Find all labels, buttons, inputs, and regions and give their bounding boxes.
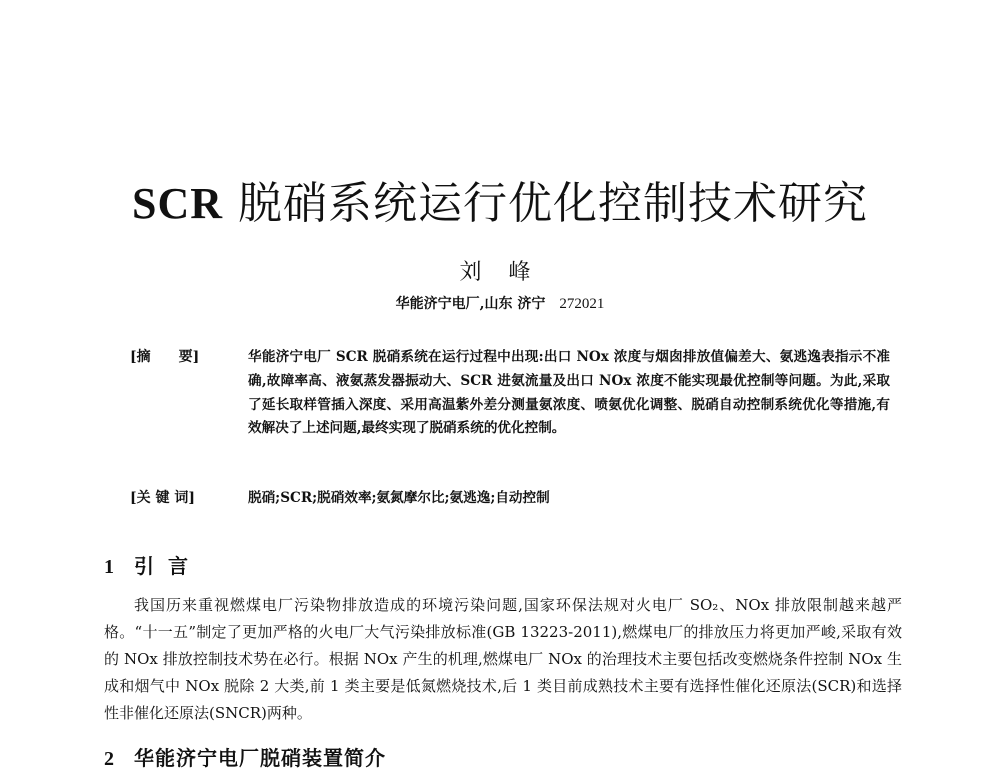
section-number: 2: [104, 748, 115, 770]
section-title: 华能济宁电厂脱硝装置简介: [134, 746, 386, 770]
paper-title: [0, 176, 1000, 232]
author-name: 刘 峰: [459, 260, 541, 285]
title-acronym: SCR: [131, 179, 224, 228]
affiliation: [0, 294, 1000, 314]
postal-code: 272021: [559, 296, 605, 312]
abstract-label: [摘 要]: [130, 349, 200, 365]
keywords: [130, 486, 890, 510]
affiliation-text: 华能济宁电厂,山东 济宁: [395, 296, 546, 312]
title-text: 脱硝系统运行优化控制技术研究: [223, 178, 869, 229]
section-number: 1: [104, 556, 128, 578]
abstract-text: 华能济宁电厂 SCR 脱硝系统在运行过程中出现:出口 NOx 浓度与烟囱排放值偏差大、氨逃逸表指示不准确,故障率高、液氨蒸发器振动大、SCR 进氨流量及出口 NOx 浓度不能实现最优控制等问题。为此,采取了延长取样管插入深度、采用高温紫外差分测量氨浓度、喷氨优化调整、脱硝自动控制系统优化等措施,有效解决了上述问题,最终实现了脱硝系统的优化控制。: [248, 349, 890, 437]
section-title: 引言: [134, 554, 202, 578]
keywords-text: 脱硝;SCR;脱硝效率;氨氮摩尔比;氨逃逸;自动控制: [248, 490, 550, 506]
keywords-label: [关 键 词]: [130, 490, 195, 506]
section-1-paragraph: 我国历来重视燃煤电厂污染物排放造成的环境污染问题,国家环保法规对火电厂 SO₂、NOx 排放限制越来越严格。“十一五”制定了更加严格的火电厂大气污染排放标准(GB 13223-2011),燃煤电厂的排放压力将更加严峻,采取有效的 NOx 排放控制技术势在必行。根据 NOx 产生的机理,燃煤电厂 NOx 的治理技术主要包括改变燃烧条件控制 NOx 生成和烟气中 NOx 脱除 2 大类,前 1 类主要是低氮燃烧技术,后 1 类目前成熟技术主要有选择性催化还原法(SCR)和选择性非催化还原法(SNCR)两种。: [104, 596, 902, 722]
section-heading-1: [104, 552, 202, 581]
section-heading-2: [104, 744, 386, 773]
abstract: [130, 346, 890, 441]
